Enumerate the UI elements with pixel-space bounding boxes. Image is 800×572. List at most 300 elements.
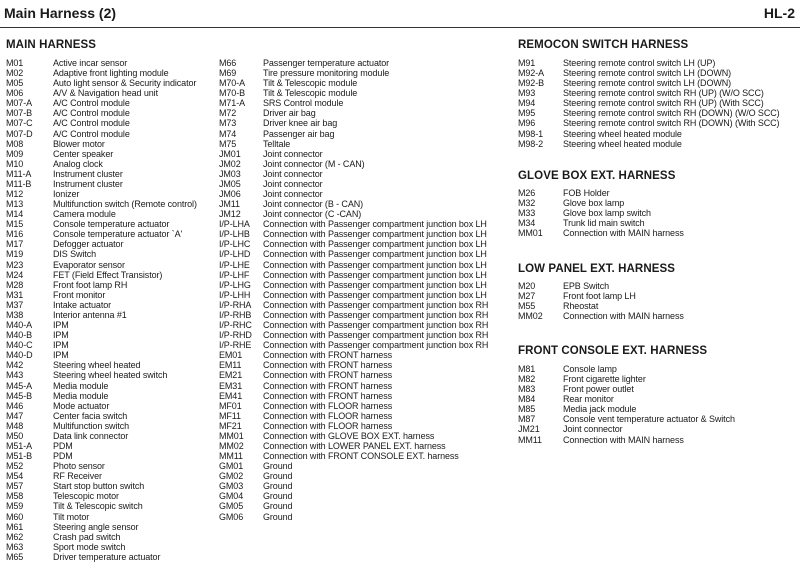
- connector-code: M07-C: [6, 118, 33, 129]
- connector-code: M91: [518, 58, 536, 68]
- connector-description: Connection with Passenger compartment junction box RH: [263, 330, 489, 341]
- connector-code: M96: [518, 118, 536, 129]
- connector-row: [518, 129, 800, 139]
- connector-row: [219, 260, 509, 270]
- connector-description: IPM: [53, 340, 69, 351]
- connector-description: Tire pressure monitoring module: [263, 68, 390, 79]
- connector-row: [219, 129, 509, 139]
- connector-row: [6, 461, 218, 471]
- connector-row: [219, 88, 509, 98]
- connector-description: Steering remote control switch LH (DOWN): [563, 78, 732, 89]
- connector-description: Steering wheel heated module: [563, 138, 682, 149]
- connector-description: Active incar sensor: [53, 58, 128, 68]
- connector-row: [219, 491, 509, 501]
- connector-code: M83: [518, 384, 536, 395]
- connector-code: M15: [6, 219, 24, 230]
- connector-code: M01: [6, 58, 24, 68]
- connector-description: Joint connector: [263, 178, 323, 189]
- connector-row: [6, 501, 218, 511]
- connector-row: [518, 118, 800, 128]
- connector-description: PDM: [53, 440, 73, 451]
- connector-description: Steering wheel heated: [53, 360, 141, 371]
- main-harness-column-2: [219, 58, 509, 522]
- connector-code: JM12: [219, 209, 241, 220]
- connector-description: Front foot lamp LH: [563, 291, 636, 302]
- connector-row: [6, 219, 218, 229]
- connector-code: I/P-LHE: [219, 259, 250, 270]
- connector-row: [219, 280, 509, 290]
- connector-description: Multifunction switch: [53, 420, 130, 431]
- connector-code: M81: [518, 364, 536, 374]
- connector-code: M98-2: [518, 138, 544, 149]
- connector-description: Telescopic motor: [53, 491, 119, 502]
- connector-code: I/P-RHC: [219, 320, 252, 331]
- connector-code: M66: [219, 58, 237, 68]
- connector-row: [6, 249, 218, 259]
- connector-code: M51-B: [6, 451, 33, 462]
- connector-description: Data link connector: [53, 430, 129, 441]
- connector-description: Connection with LOWER PANEL EXT. harness: [263, 440, 446, 451]
- connector-description: Tilt & Telescopic module: [263, 78, 358, 89]
- connector-row: [6, 149, 218, 159]
- connector-description: RF Receiver: [53, 471, 102, 482]
- connector-row: [518, 301, 800, 311]
- connector-row: [6, 118, 218, 128]
- connector-row: [518, 311, 800, 321]
- connector-row: [219, 189, 509, 199]
- page-title: Main Harness (2): [4, 5, 117, 21]
- connector-row: [518, 424, 800, 434]
- connector-row: [6, 108, 218, 118]
- connector-description: Media module: [53, 390, 109, 401]
- connector-description: Ground: [263, 501, 293, 512]
- connector-row: [6, 471, 218, 481]
- connector-code: JM06: [219, 189, 241, 200]
- connector-description: Front monitor: [53, 289, 106, 300]
- connector-code: I/P-LHH: [219, 289, 251, 300]
- connector-row: [219, 350, 509, 360]
- connector-code: M10: [6, 158, 24, 169]
- connector-row: [219, 401, 509, 411]
- connector-description: Connection with GLOVE BOX EXT. harness: [263, 430, 435, 441]
- connector-row: [219, 340, 509, 350]
- connector-description: Telltale: [263, 138, 291, 149]
- connector-code: M52: [6, 461, 24, 472]
- connector-description: A/C Control module: [53, 108, 130, 119]
- connector-row: [6, 239, 218, 249]
- connector-description: Steering remote control switch LH (UP): [563, 58, 716, 68]
- connector-description: DIS Switch: [53, 249, 97, 260]
- connector-row: [6, 340, 218, 350]
- connector-code: M48: [6, 420, 24, 431]
- connector-code: M71-A: [219, 98, 246, 109]
- connector-description: Joint connector: [563, 424, 623, 435]
- connector-description: IPM: [53, 350, 69, 361]
- connector-row: [219, 239, 509, 249]
- connector-row: [6, 290, 218, 300]
- connector-description: Intake actuator: [53, 299, 112, 310]
- connector-row: [518, 88, 800, 98]
- connector-row: [6, 88, 218, 98]
- connector-description: Steering remote control switch LH (DOWN): [563, 68, 732, 79]
- low-panel-ext-harness-list: [518, 281, 800, 321]
- connector-row: [6, 370, 218, 380]
- connector-description: EPB Switch: [563, 281, 610, 291]
- connector-code: M58: [6, 491, 24, 502]
- connector-description: Camera module: [53, 209, 116, 220]
- connector-description: Console vent temperature actuator & Switch: [563, 414, 735, 425]
- connector-description: Connection with Passenger compartment junction box LH: [263, 289, 487, 300]
- connector-description: Trunk lid main switch: [563, 218, 645, 229]
- connector-row: [219, 360, 509, 370]
- connector-row: [518, 404, 800, 414]
- connector-description: Steering wheel heated module: [563, 128, 682, 139]
- connector-row: [518, 58, 800, 68]
- connector-description: Connection with FRONT harness: [263, 380, 392, 391]
- connector-code: M42: [6, 360, 24, 371]
- connector-row: [6, 68, 218, 78]
- connector-row: [6, 169, 218, 179]
- connector-code: M61: [6, 521, 24, 532]
- connector-code: M40-A: [6, 320, 33, 331]
- connector-description: Passenger temperature actuator: [263, 58, 390, 68]
- connector-description: Joint connector (M - CAN): [263, 158, 365, 169]
- connector-code: M45-A: [6, 380, 33, 391]
- connector-row: [219, 219, 509, 229]
- connector-row: [518, 291, 800, 301]
- connector-code: I/P-RHE: [219, 340, 252, 351]
- connector-description: Ground: [263, 461, 293, 472]
- connector-row: [6, 491, 218, 501]
- connector-description: Evaporator sensor: [53, 259, 125, 270]
- connector-description: Connection with Passenger compartment junction box LH: [263, 259, 487, 270]
- connector-code: M92-B: [518, 78, 545, 89]
- connector-code: MF11: [219, 410, 241, 421]
- connector-code: M40-D: [6, 350, 33, 361]
- connector-description: Glove box lamp switch: [563, 208, 651, 219]
- connector-code: M12: [6, 189, 24, 200]
- connector-description: Interior antenna #1: [53, 309, 127, 320]
- connector-code: GM06: [219, 511, 244, 522]
- connector-code: JM01: [219, 148, 241, 159]
- connector-code: M60: [6, 511, 24, 522]
- remocon-switch-harness-list: [518, 58, 800, 149]
- connector-description: Connection with FLOOR harness: [263, 420, 393, 431]
- connector-code: M07-D: [6, 128, 33, 139]
- connector-description: Instrument cluster: [53, 168, 123, 179]
- connector-code: M31: [6, 289, 24, 300]
- connector-code: I/P-RHA: [219, 299, 252, 310]
- connector-description: Connection with MAIN harness: [563, 228, 684, 239]
- connector-description: Steering remote control switch RH (DOWN) (With SCC): [563, 118, 780, 129]
- connector-row: [6, 260, 218, 270]
- connector-description: Blower motor: [53, 138, 105, 149]
- connector-description: Ground: [263, 481, 293, 492]
- connector-row: [518, 374, 800, 384]
- connector-code: M09: [6, 148, 24, 159]
- connector-code: JM02: [219, 158, 241, 169]
- connector-code: M17: [6, 239, 24, 250]
- connector-code: MM02: [219, 440, 244, 451]
- glove-box-ext-harness-title: GLOVE BOX EXT. HARNESS: [518, 170, 676, 182]
- connector-code: I/P-LHF: [219, 269, 250, 280]
- connector-row: [219, 320, 509, 330]
- connector-code: M43: [6, 370, 24, 381]
- connector-description: A/C Control module: [53, 128, 130, 139]
- connector-row: [219, 421, 509, 431]
- connector-row: [6, 411, 218, 421]
- connector-row: [219, 169, 509, 179]
- connector-code: M45-B: [6, 390, 33, 401]
- connector-description: Instrument cluster: [53, 178, 123, 189]
- connector-code: EM01: [219, 350, 243, 361]
- connector-description: Connection with FRONT harness: [263, 350, 392, 361]
- connector-row: [6, 421, 218, 431]
- main-harness-column-1: [6, 58, 218, 562]
- connector-code: EM11: [219, 360, 242, 371]
- connector-code: JM11: [219, 199, 240, 210]
- connector-code: M27: [518, 291, 536, 302]
- connector-code: MM11: [518, 434, 542, 445]
- connector-row: [6, 58, 218, 68]
- connector-code: I/P-LHA: [219, 219, 250, 230]
- connector-row: [219, 108, 509, 118]
- connector-code: M87: [518, 414, 536, 425]
- connector-code: M38: [6, 309, 24, 320]
- connector-row: [518, 208, 800, 218]
- connector-code: M65: [6, 551, 24, 562]
- connector-row: [219, 370, 509, 380]
- connector-row: [6, 209, 218, 219]
- connector-description: Connection with Passenger compartment junction box LH: [263, 219, 487, 230]
- connector-row: [6, 199, 218, 209]
- connector-description: Connection with FRONT CONSOLE EXT. harness: [263, 451, 459, 462]
- connector-code: MM01: [219, 430, 244, 441]
- connector-code: MM11: [219, 451, 243, 462]
- connector-row: [219, 98, 509, 108]
- connector-code: M46: [6, 400, 24, 411]
- connector-code: M75: [219, 138, 237, 149]
- connector-description: IPM: [53, 320, 69, 331]
- connector-row: [219, 411, 509, 421]
- connector-code: M05: [6, 78, 24, 89]
- connector-row: [6, 189, 218, 199]
- connector-code: M82: [518, 374, 536, 385]
- connector-row: [219, 481, 509, 491]
- connector-row: [6, 391, 218, 401]
- connector-row: [6, 350, 218, 360]
- connector-row: [219, 68, 509, 78]
- connector-code: MM01: [518, 228, 543, 239]
- connector-code: M93: [518, 88, 536, 99]
- connector-code: GM02: [219, 471, 244, 482]
- connector-row: [219, 501, 509, 511]
- connector-description: Media jack module: [563, 404, 637, 415]
- connector-code: M07-A: [6, 98, 33, 109]
- glove-box-ext-harness-list: [518, 188, 800, 238]
- connector-row: [219, 159, 509, 169]
- connector-code: I/P-LHC: [219, 239, 251, 250]
- connector-code: M70-A: [219, 78, 246, 89]
- connector-code: M32: [518, 198, 536, 209]
- connector-code: M92-A: [518, 68, 545, 79]
- connector-description: Joint connector: [263, 148, 323, 159]
- connector-row: [219, 149, 509, 159]
- connector-description: Glove box lamp: [563, 198, 625, 209]
- connector-row: [518, 139, 800, 149]
- connector-row: [219, 512, 509, 522]
- connector-row: [6, 159, 218, 169]
- connector-description: Console lamp: [563, 364, 617, 374]
- connector-row: [219, 209, 509, 219]
- connector-description: Connection with FLOOR harness: [263, 410, 393, 421]
- connector-row: [6, 280, 218, 290]
- connector-row: [219, 229, 509, 239]
- connector-code: M26: [518, 188, 536, 198]
- connector-description: Joint connector: [263, 189, 323, 200]
- connector-code: JM21: [518, 424, 540, 435]
- connector-code: M69: [219, 68, 237, 79]
- connector-description: Defogger actuator: [53, 239, 124, 250]
- connector-row: [6, 441, 218, 451]
- connector-description: Connection with Passenger compartment junction box LH: [263, 229, 487, 240]
- connector-row: [518, 78, 800, 88]
- connector-row: [219, 78, 509, 88]
- connector-description: Connection with FRONT harness: [263, 370, 392, 381]
- connector-row: [518, 188, 800, 198]
- connector-row: [219, 249, 509, 259]
- connector-description: Connection with MAIN harness: [563, 311, 684, 322]
- connector-row: [219, 58, 509, 68]
- connector-description: Connection with FRONT harness: [263, 360, 392, 371]
- connector-code: M54: [6, 471, 24, 482]
- connector-code: M13: [6, 199, 24, 210]
- connector-code: JM03: [219, 168, 241, 179]
- connector-description: A/C Control module: [53, 118, 130, 129]
- connector-code: GM01: [219, 461, 244, 472]
- connector-code: M73: [219, 118, 237, 129]
- connector-description: Center facia switch: [53, 410, 128, 421]
- connector-code: M07-B: [6, 108, 33, 119]
- connector-code: M20: [518, 281, 536, 291]
- connector-row: [6, 98, 218, 108]
- connector-row: [6, 179, 218, 189]
- connector-description: A/C Control module: [53, 98, 130, 109]
- connector-description: Driver temperature actuator: [53, 551, 161, 562]
- connector-description: Steering remote control switch RH (UP) (W/O SCC): [563, 88, 764, 99]
- connector-description: A/V & Navigation head unit: [53, 88, 158, 99]
- connector-row: [518, 108, 800, 118]
- connector-code: M16: [6, 229, 24, 240]
- connector-row: [6, 451, 218, 461]
- connector-code: GM03: [219, 481, 244, 492]
- connector-code: M57: [6, 481, 24, 492]
- connector-description: Console temperature actuator `A': [53, 229, 183, 240]
- connector-description: Passenger air bag: [263, 128, 335, 139]
- connector-description: Connection with FLOOR harness: [263, 400, 393, 411]
- connector-description: Joint connector (B - CAN): [263, 199, 364, 210]
- connector-row: [219, 139, 509, 149]
- connector-description: Connection with Passenger compartment junction box RH: [263, 299, 489, 310]
- connector-description: Start stop button switch: [53, 481, 145, 492]
- connector-code: M37: [6, 299, 24, 310]
- connector-row: [6, 229, 218, 239]
- connector-row: [219, 381, 509, 391]
- connector-row: [518, 228, 800, 238]
- connector-code: EM21: [219, 370, 243, 381]
- connector-description: Crash pad switch: [53, 531, 121, 542]
- connector-code: M40-B: [6, 330, 33, 341]
- connector-code: M19: [6, 249, 24, 260]
- connector-description: PDM: [53, 451, 73, 462]
- connector-code: M84: [518, 394, 536, 405]
- connector-code: M47: [6, 410, 24, 421]
- connector-row: [518, 394, 800, 404]
- connector-code: I/P-RHD: [219, 330, 252, 341]
- connector-code: MF01: [219, 400, 242, 411]
- connector-description: Ground: [263, 491, 293, 502]
- connector-description: Photo sensor: [53, 461, 105, 472]
- connector-row: [6, 310, 218, 320]
- connector-row: [219, 431, 509, 441]
- connector-code: M02: [6, 68, 24, 79]
- connector-row: [219, 290, 509, 300]
- connector-row: [518, 414, 800, 424]
- connector-code: M94: [518, 98, 536, 109]
- connector-row: [6, 431, 218, 441]
- connector-code: M85: [518, 404, 536, 415]
- connector-row: [6, 139, 218, 149]
- connector-code: M55: [518, 301, 536, 312]
- connector-row: [6, 330, 218, 340]
- connector-description: Connection with Passenger compartment junction box RH: [263, 320, 489, 331]
- connector-row: [518, 384, 800, 394]
- connector-code: M33: [518, 208, 536, 219]
- connector-row: [219, 451, 509, 461]
- connector-code: M23: [6, 259, 24, 270]
- connector-description: Connection with MAIN harness: [563, 434, 684, 445]
- connector-row: [219, 300, 509, 310]
- connector-row: [219, 310, 509, 320]
- connector-code: GM05: [219, 501, 244, 512]
- connector-code: GM04: [219, 491, 244, 502]
- connector-code: EM41: [219, 390, 243, 401]
- connector-description: Steering remote control switch RH (UP) (With SCC): [563, 98, 764, 109]
- connector-code: MF21: [219, 420, 242, 431]
- connector-description: Connection with Passenger compartment junction box LH: [263, 249, 487, 260]
- connector-row: [6, 481, 218, 491]
- connector-description: Connection with Passenger compartment junction box LH: [263, 279, 487, 290]
- connector-description: FOB Holder: [563, 188, 610, 198]
- connector-description: Joint connector (C -CAN): [263, 209, 362, 220]
- connector-row: [219, 199, 509, 209]
- connector-row: [6, 401, 218, 411]
- connector-row: [6, 320, 218, 330]
- connector-description: Connection with Passenger compartment junction box RH: [263, 340, 489, 351]
- connector-description: Driver knee air bag: [263, 118, 338, 129]
- connector-row: [518, 218, 800, 228]
- connector-row: [6, 552, 218, 562]
- connector-description: Ground: [263, 511, 293, 522]
- connector-description: Steering wheel heated switch: [53, 370, 168, 381]
- connector-description: Front foot lamp RH: [53, 279, 128, 290]
- connector-description: FET (Field Effect Transistor): [53, 269, 163, 280]
- connector-code: M50: [6, 430, 24, 441]
- connector-row: [219, 441, 509, 451]
- connector-description: Multifunction switch (Remote control): [53, 199, 197, 210]
- connector-description: IPM: [53, 330, 69, 341]
- connector-row: [219, 461, 509, 471]
